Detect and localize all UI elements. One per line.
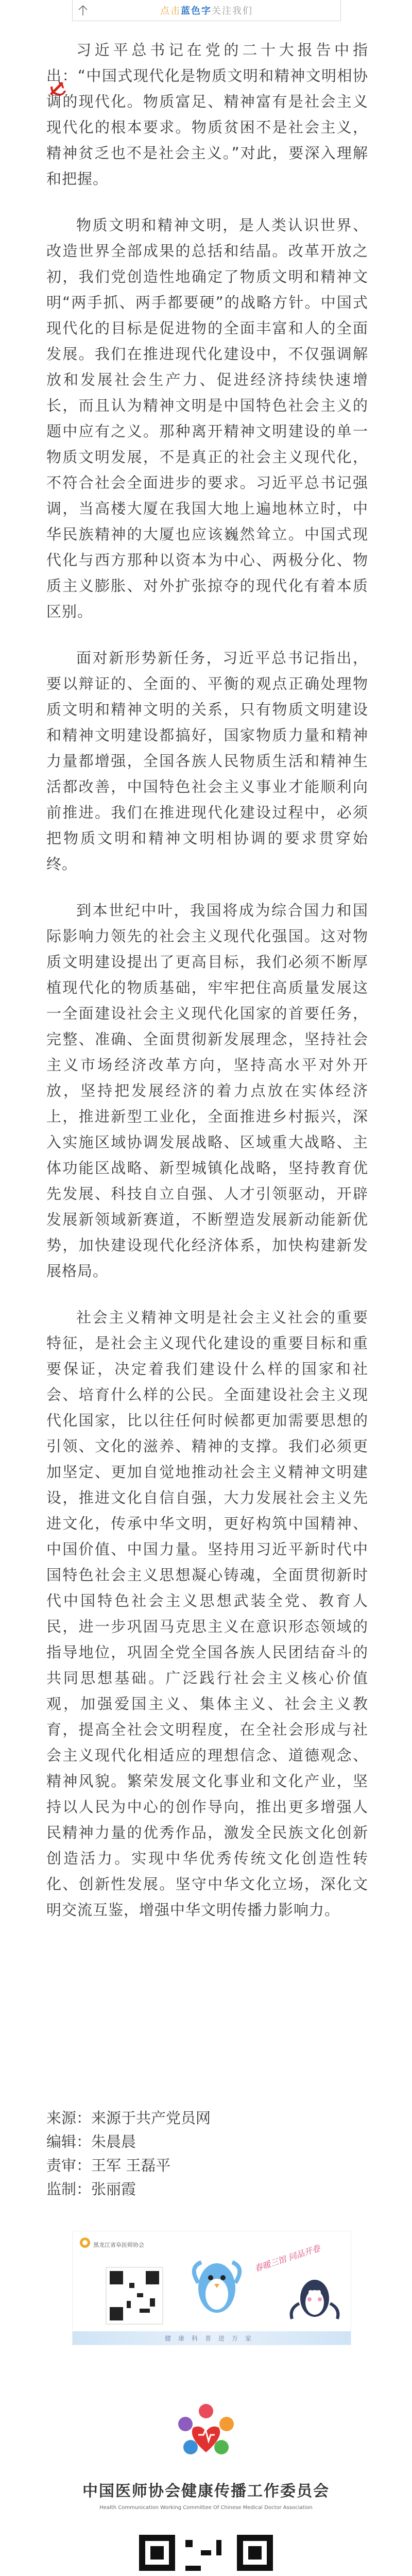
banner-slogan: 春暖三馆 同品开卷: [253, 2243, 322, 2274]
association-name-en: Health Communication Working Committee Of Chinese Medical Doctor Association: [99, 2505, 313, 2511]
article-credits: [46, 2106, 368, 2201]
article-paragraph: 习近平总书记在党的二十大报告中指出：“中国式现代化是物质文明和精神文明相协调的现代化。物质富足、精神富有是社会主义现代化的根本要求。物质贫困不是社会主义，精神贫乏也不是社会主义。”对此，要深入理解和把握。: [46, 41, 368, 188]
org-name: 黑龙江省阜医师协会: [93, 2242, 144, 2248]
qr-code-small-icon: [88, 2262, 181, 2340]
follow-text-blue[interactable]: 蓝色字: [181, 6, 212, 16]
association-name: 中国医师协会健康传播工作委员会: [82, 2482, 330, 2500]
article-paragraph: 物质文明和精神文明，是人类认识世界、改造世界全部成果的总括和结晶。改革开放之初，我们党创造性地确定了物质文明和精神文明“两手抓、两手都要硬”的战略方针。中国式现代化的目标是促进物的全面丰富和人的全面发展。我们在推进现代化建设中，不仅强调解放和发展社会生产力、促进经济持续快速增长，而且认为精神文明是中国特色社会主义的题中应有之义。那种离开精神文明建设的单一物质文明发展，不是真正的社会主义现代化，不符合社会全面进步的要求。习近平总书记强调，当高楼大厦在我国大地上遍地林立时，中华民族精神的大厦也应该巍然耸立。中国式现代化与西方那种以资本为中心、两极分化、物质主义膨胀、对外扩张掠夺的现代化有着本质区别。: [46, 216, 368, 620]
article-paragraph: 社会主义精神文明是社会主义社会的重要特征，是社会主义现代化建设的重要目标和重要保证，决定着我们建设什么样的国家和社会、培育什么样的公民。全面建设社会主义现代化国家，比以往任何时候都更加需要思想的引领、文化的滋养、精神的支撑。我们必须更加坚定、更加自觉地推动社会主义精神文明建设，推进文化自信自强，大力发展社会主义先进文化，传承中华文明，更好构筑中国精神、中国价值、中国力量。坚持用习近平新时代中国特色社会主义思想凝心铸魂，全面贯彻新时代中国特色社会主义思想武装全党、教育人民，进一步巩固马克思主义在意识形态领域的指导地位，巩固全党全国各族人民团结奋斗的共同思想基础。广泛践行社会主义核心价值观，加强爱国主义、集体主义、社会主义教育，提高全社会文明程度，在全社会形成与社会主义现代化相适应的理想信念、道德观念、精神风貌。繁荣发展文化事业和文化产业，坚持以人民为中心的创作导向，推出更多增强人民精神力量的优秀作品，激发全民族文化创新创造活力。实现中华优秀传统文化创造性转化、创新性发展。坚守中华文化立场，深化文明交流互鉴，增强中华文明传播力影响力。: [46, 1309, 368, 1919]
promo-banner[interactable]: [72, 2231, 351, 2345]
qr-code-large-icon: [134, 2530, 278, 2576]
follow-header-bar[interactable]: [72, 0, 341, 21]
article-body: [46, 37, 368, 1943]
association-qr-card[interactable]: [57, 2375, 355, 2576]
supervisor-line: 监制：张丽霞: [46, 2180, 136, 2198]
follow-header-title[interactable]: [160, 4, 253, 17]
article-paragraph: 面对新形势新任务，习近平总书记指出，要以辩证的、全面的、平衡的观点正确处理物质文明和精神文明的关系，只有物质文明建设和精神文明建设都搞好，国家物质力量和精神力量都增强，全国各族人民物质生活和精神生活都改善，中国特色社会主义事业才能顺利向前推进。我们在推进现代化建设过程中，必须把物质文明和精神文明相协调的要求贯穿始终。: [46, 649, 368, 873]
banner-strip-text: 健康科普进万家: [164, 2335, 259, 2342]
follow-text-2: 关注我们: [212, 6, 253, 16]
reviewer-line: 责审：王军 王磊平: [46, 2157, 171, 2174]
source-line: 来源：来源于共产党员网: [46, 2109, 211, 2127]
association-logo-icon: [162, 2396, 250, 2468]
follow-text-1: 点击: [160, 6, 181, 16]
editor-line: 编辑：朱晨晨: [46, 2133, 136, 2150]
article-paragraph: 到本世纪中叶，我国将成为综合国力和国际影响力领先的社会主义现代化强国。这对物质文明建设提出了更高目标，我们必须不断厚植现代化的物质基础，牢牢把住高质量发展这一全面建设社会主义现代化国家的首要任务，完整、准确、全面贯彻新发展理念，坚持社会主义市场经济改革方向，坚持高水平对外开放，坚持把发展经济的着力点放在实体经济上，推进新型工业化，全面推进乡村振兴，深入实施区域协调发展战略、区域重大战略、主体功能区战略、新型城镇化战略，坚持教育优先发展、科技自立自强、人才引领驱动，开辟发展新领域新赛道，不断塑造发展新动能新优势，加快建设现代化经济体系，加快构建新发展格局。: [46, 902, 368, 1280]
bird-mascot-icon: [186, 2247, 248, 2324]
org-logo-icon: [79, 2236, 91, 2249]
swallow-mascot-icon: [289, 2267, 340, 2324]
arrow-up-icon: [77, 4, 89, 16]
